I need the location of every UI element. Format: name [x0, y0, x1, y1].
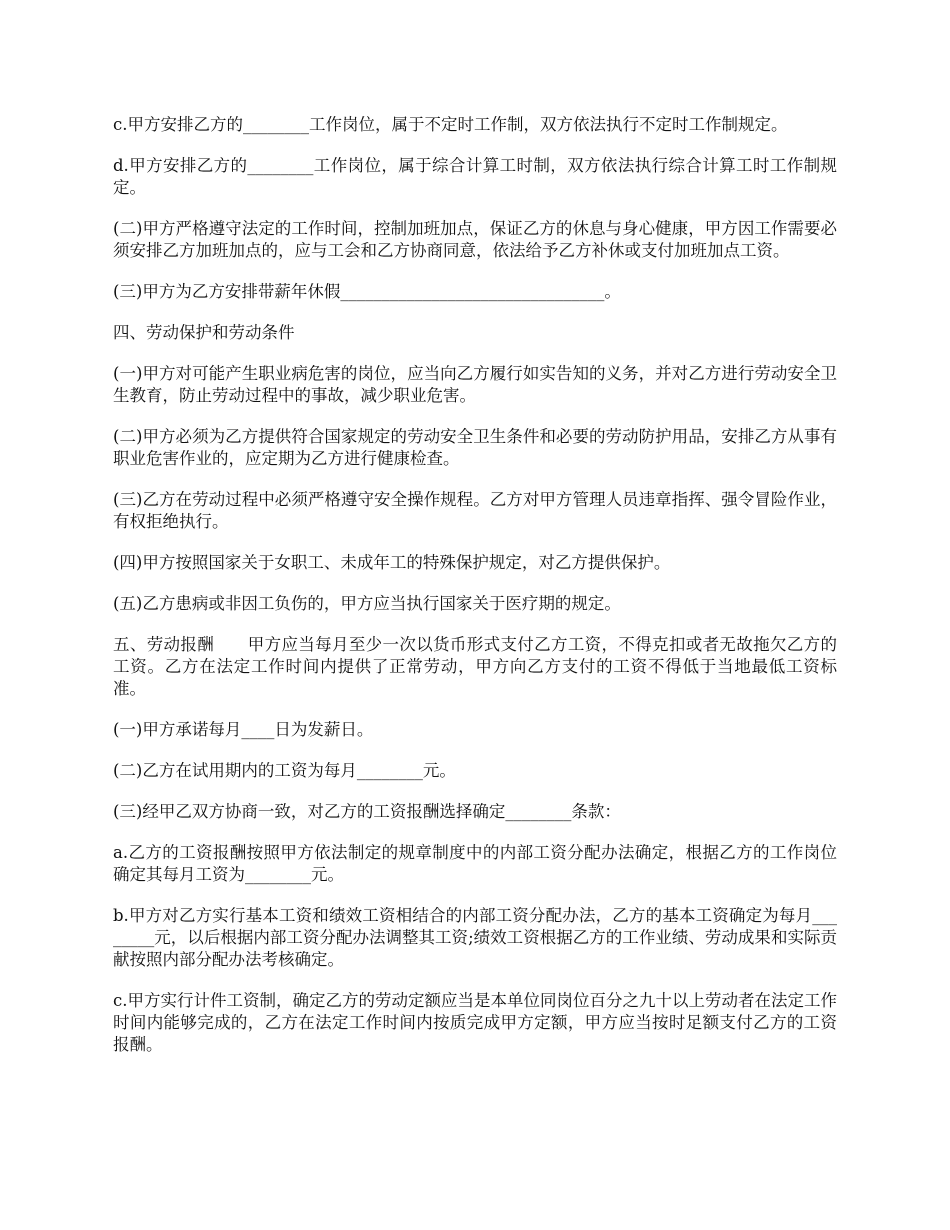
- paragraph-protection-4: (四)甲方按照国家关于女职工、未成年工的特殊保护规定，对乙方提供保护。: [113, 553, 671, 572]
- paragraph-probation-salary: (二)乙方在试用期内的工资为每月________元。: [113, 761, 456, 780]
- section-heading-labor-protection: 四、劳动保护和劳动条件: [113, 323, 295, 342]
- paragraph-salary-a: a.乙方的工资报酬按照甲方依法制定的规章制度中的内部工资分配办法确定，根据乙方的工作岗位确定其每月工资为________元。: [113, 843, 837, 884]
- document-body: [113, 114, 837, 1075]
- paragraph-annual-leave: (三)甲方为乙方安排带薪年休假________________________________。: [113, 282, 621, 301]
- paragraph-protection-2: (二)甲方必须为乙方提供符合国家规定的劳动安全卫生条件和必要的劳动防护用品，安排乙方从事有职业危害作业的，应定期为乙方进行健康检查。: [113, 427, 837, 468]
- paragraph-protection-3: (三)乙方在劳动过程中必须严格遵守安全操作规程。乙方对甲方管理人员违章指挥、强令冒险作业，有权拒绝执行。: [113, 490, 837, 531]
- paragraph-working-hours-c: c.甲方安排乙方的________工作岗位，属于不定时工作制，双方依法执行不定时工作制规定。: [113, 115, 788, 134]
- paragraph-salary-c: c.甲方实行计件工资制，确定乙方的劳动定额应当是本单位同岗位百分之九十以上劳动者在法定工作时间内能够完成的，乙方在法定工作时间内按质完成甲方定额，甲方应当按时足额支付乙方的工资报酬。: [113, 991, 837, 1054]
- paragraph-protection-1: (一)甲方对可能产生职业病危害的岗位，应当向乙方履行如实告知的义务，并对乙方进行劳动安全卫生教育，防止劳动过程中的事故，减少职业危害。: [113, 364, 837, 405]
- paragraph-overtime: (二)甲方严格遵守法定的工作时间，控制加班加点，保证乙方的休息与身心健康，甲方因工作需要必须安排乙方加班加点的，应与工会和乙方协商同意，依法给予乙方补休或支付加班加点工资。: [113, 219, 837, 260]
- paragraph-protection-5: (五)乙方患病或非因工负伤的，甲方应当执行国家关于医疗期的规定。: [113, 594, 621, 613]
- paragraph-salary-option: (三)经甲乙双方协商一致，对乙方的工资报酬选择确定________条款：: [113, 802, 621, 821]
- paragraph-working-hours-d: d.甲方安排乙方的________工作岗位，属于综合计算工时制，双方依法执行综合计算工时工作制规定。: [113, 156, 837, 197]
- section-heading-remuneration: 五、劳动报酬 甲方应当每月至少一次以货币形式支付乙方工资，不得克扣或者无故拖欠乙方的工资。乙方在法定工作时间内提供了正常劳动，甲方向乙方支付的工资不得低于当地最低工资标准。: [113, 635, 837, 698]
- paragraph-payday: (一)甲方承诺每月____日为发薪日。: [113, 720, 374, 739]
- paragraph-salary-b: b.甲方对乙方实行基本工资和绩效工资相结合的内部工资分配办法，乙方的基本工资确定为每月________元，以后根据内部工资分配办法调整其工资;绩效工资根据乙方的工作业绩、劳动成果和实际贡献按照内部分配办法考核确定。: [113, 906, 837, 969]
